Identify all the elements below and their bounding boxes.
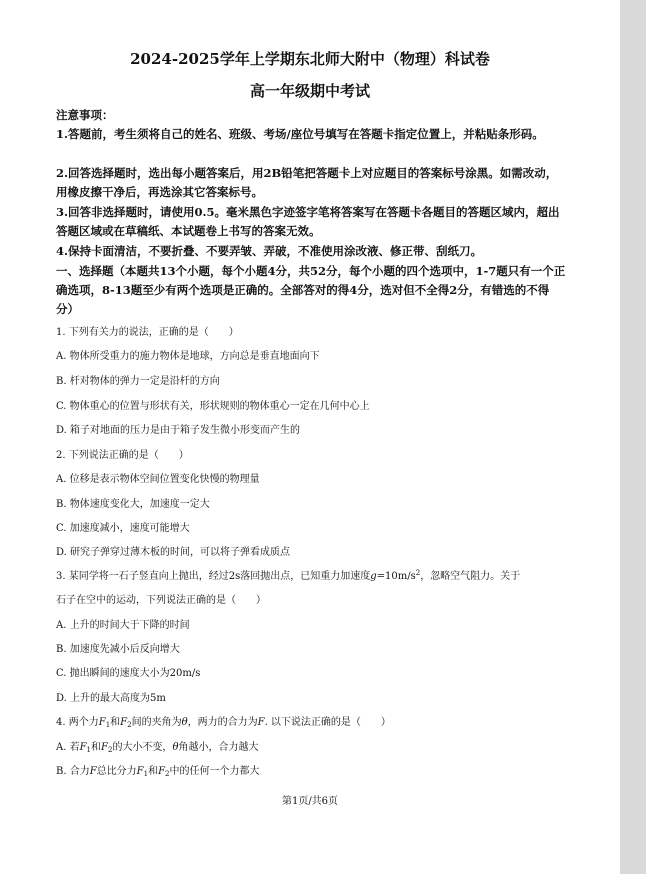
exam-title: 2024-2025学年上学期东北师大附中（物理）科试卷 <box>130 50 490 68</box>
q3-option-a: A. 上升的时间大于下降的时间 <box>56 620 190 631</box>
notice-item-1: 1.答题前，考生须将自己的姓名、班级、考场/座位号填写在答题卡指定位置上，并粘贴条形码。 <box>56 127 544 141</box>
q4-option-b: B. 合力F总比分力$F_1$和$F_2$中的任何一个力都大 <box>56 766 260 778</box>
q3-option-d: D. 上升的最大高度为5m <box>56 693 166 704</box>
q4-stem: 4. 两个力$F_1$和$F_2$间的夹角为θ，两力的合力为F. 以下说法正确的是（ ） <box>56 717 391 729</box>
notice-item-3: 3.回答非选择题时，请使用0.5。毫米黑色字迹签字笔将答案写在答题卡各题目的答题区域内，超出答题区域或在草稿纸、本试题卷上书写的答案无效。 <box>56 205 560 239</box>
q3-stem: 3. 某同学将一石子竖直向上抛出，经过2s落回抛出点，已知重力加速度$g=10m/s^2$，忽略空气阻力。关于 <box>56 569 521 582</box>
q1-option-b: B. 杆对物体的弹力一定是沿杆的方向 <box>56 376 220 387</box>
q2-option-c: C. 加速度减小，速度可能增大 <box>56 523 190 534</box>
section-heading: 一、选择题（本题共13个小题，每个小题4分，共52分，每个小题的四个选项中，1-7题只有一个正确选项，8-13题至少有两个选项是正确的。全部答对的得4分，选对但不全得2分，有错选的不得分） <box>56 264 566 317</box>
page-footer: 第1页/共6页 <box>281 796 339 807</box>
notice-item-4: 4.保持卡面清洁，不要折叠、不要弄皱、弄破，不准使用涂改液、修正带、刮纸刀。 <box>56 244 483 258</box>
q3-option-b: B. 加速度先减小后反向增大 <box>56 644 180 655</box>
exam-subtitle: 高一年级期中考试 <box>249 82 370 100</box>
q1-option-c: C. 物体重心的位置与形状有关，形状规则的物体重心一定在几何中心上 <box>56 401 370 412</box>
q2-option-b: B. 物体速度变化大，加速度一定大 <box>56 499 210 510</box>
notice-heading: 注意事项： <box>56 108 114 122</box>
notice-item-2: 2.回答选择题时，选出每小题答案后，用2B铅笔把答题卡上对应题目的答案标号涂黑。如需改动，用橡皮擦干净后，再选涂其它答案标号。 <box>56 166 558 200</box>
q4-option-a: A. 若$F_1$和$F_2$的大小不变，θ角越小，合力越大 <box>56 742 259 754</box>
q1-option-a: A. 物体所受重力的施力物体是地球，方向总是垂直地面向下 <box>56 351 320 362</box>
q1-option-d: D. 箱子对地面的压力是由于箱子发生微小形变而产生的 <box>56 425 301 436</box>
q2-option-a: A. 位移是表示物体空间位置变化快慢的物理量 <box>56 474 260 485</box>
q3-option-c: C. 抛出瞬间的速度大小为20m/s <box>56 668 201 679</box>
q1-stem: 1. 下列有关力的说法，正确的是（ ） <box>56 327 239 338</box>
q3-stem-line2: 石子在空中的运动，下列说法正确的是（ ） <box>56 595 266 606</box>
q2-stem: 2. 下列说法正确的是（ ） <box>56 450 189 461</box>
page-background <box>620 0 646 874</box>
q2-option-d: D. 研究子弹穿过薄木板的时间，可以将子弹看成质点 <box>56 547 291 558</box>
